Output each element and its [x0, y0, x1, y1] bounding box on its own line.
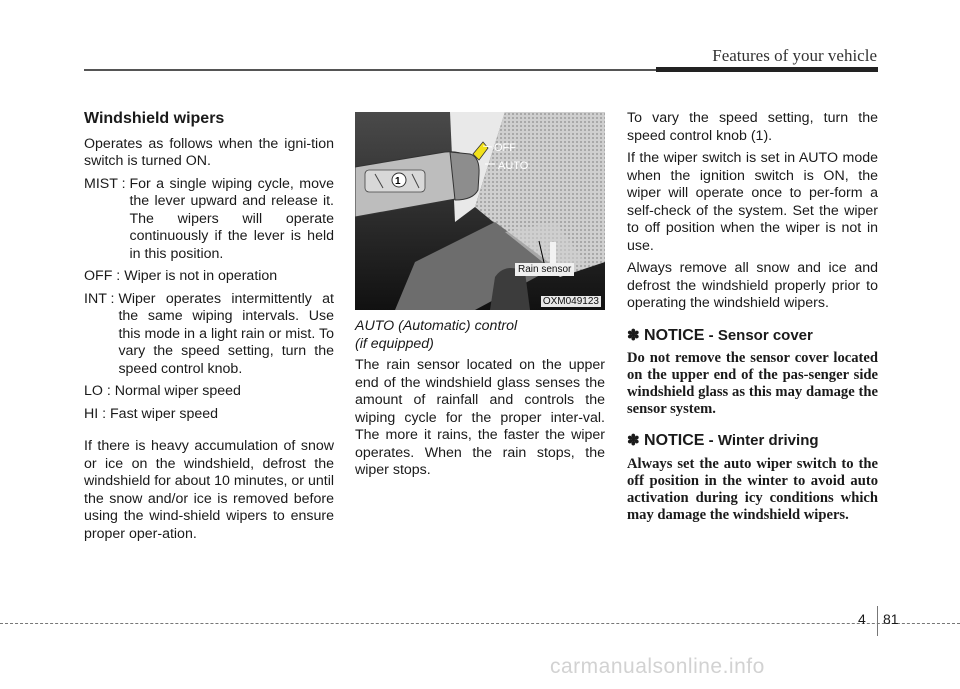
mode-key: HI : — [84, 405, 111, 422]
wiper-figure — [355, 112, 605, 310]
footer-rule — [0, 623, 960, 624]
mode-text: Wiper is not in operation — [124, 268, 278, 284]
figure-code: OXM049123 — [542, 296, 599, 307]
mode-mist — [84, 176, 334, 264]
snow-paragraph: If there is heavy accumulation of snow or ice on the windshield, defrost the windshield for about 10 minutes, or until the snow and/or ice is removed before using the wind-shield wipers to ensure proper oper-ation. — [84, 438, 334, 542]
mode-hi — [84, 406, 334, 424]
caption-line-1: AUTO (Automatic) control — [355, 318, 518, 334]
label-rain-sensor: Rain sensor — [515, 263, 574, 276]
notice-heading-sensor — [627, 327, 878, 345]
auto-mode-paragraph: If the wiper switch is set in AUTO mode when the ignition switch is ON, the wiper will operate once to per-form a self-check of the system. Set the wiper to off position when the wiper is not in use. — [627, 150, 878, 254]
header-rule — [84, 69, 656, 71]
header-rule-accent — [656, 67, 878, 72]
mode-text: Normal wiper speed — [114, 383, 241, 399]
mode-key: LO : — [84, 383, 115, 399]
section-heading: Windshield wipers — [84, 110, 225, 127]
chapter-number: 4 — [858, 611, 866, 627]
mode-key: OFF : — [84, 268, 125, 284]
mode-text: Fast wiper speed — [110, 405, 219, 422]
mode-key: INT : — [84, 290, 119, 307]
label-knob-number: 1 — [395, 176, 401, 187]
notice-text-winter: Always set the auto wiper switch to the off position in the winter to avoid auto activation during icy conditions which may damage the windshield wipers. — [627, 455, 878, 523]
notice-subtitle: - Sensor cover — [704, 326, 813, 344]
notice-star-icon: ✽ — [627, 432, 640, 449]
figure-caption — [355, 318, 605, 353]
notice-subtitle: - Winter driving — [704, 432, 819, 449]
label-off: OFF — [494, 142, 516, 154]
page-number-divider — [877, 606, 878, 636]
column-1 — [84, 110, 334, 548]
snow-removal-paragraph: Always remove all snow and ice and defrost the windshield properly prior to operating the windshield wipers. — [627, 260, 878, 311]
auto-paragraph: The rain sensor located on the upper end of the windshield glass senses the amount of rainfall and controls the wiping cycle for the proper inter-val. The more it rains, the faster the wiper operates. When the rain stops, the wiper stops. — [355, 357, 605, 478]
mode-off — [84, 268, 334, 286]
page-header-title: Features of your vehicle — [712, 46, 877, 65]
mode-int — [84, 291, 334, 379]
notice-label: NOTICE — [644, 326, 705, 344]
column-3 — [627, 110, 878, 524]
notice-star-icon: ✽ — [627, 326, 640, 344]
intro-text: Operates as follows when the igni-tion switch is turned ON. — [84, 135, 334, 169]
notice-heading-winter — [627, 432, 878, 450]
label-auto: AUTO — [498, 160, 529, 172]
mode-text: Wiper operates intermittently at the same wiping intervals. Use this mode in a light rain or mist. To vary the speed setting, turn the speed control knob. — [118, 290, 334, 377]
notice-label: NOTICE — [644, 432, 705, 449]
mode-lo — [84, 383, 334, 401]
mode-text: For a single wiping cycle, move the lever upward and release it. The wipers will operate continuously if the lever is held in this position. — [129, 175, 334, 262]
page-number: 81 — [883, 611, 899, 627]
wiper-illustration — [355, 112, 605, 310]
mode-key: MIST : — [84, 175, 130, 192]
watermark: carmanualsonline.info — [550, 655, 765, 678]
speed-paragraph: To vary the speed setting, turn the speed control knob (1). — [627, 110, 878, 144]
caption-line-2: (if equipped) — [355, 335, 434, 352]
notice-text-sensor: Do not remove the sensor cover located on the upper end of the pas-senger side windshield glass as this may damage the sensor system. — [627, 350, 878, 417]
column-2 — [355, 318, 605, 485]
